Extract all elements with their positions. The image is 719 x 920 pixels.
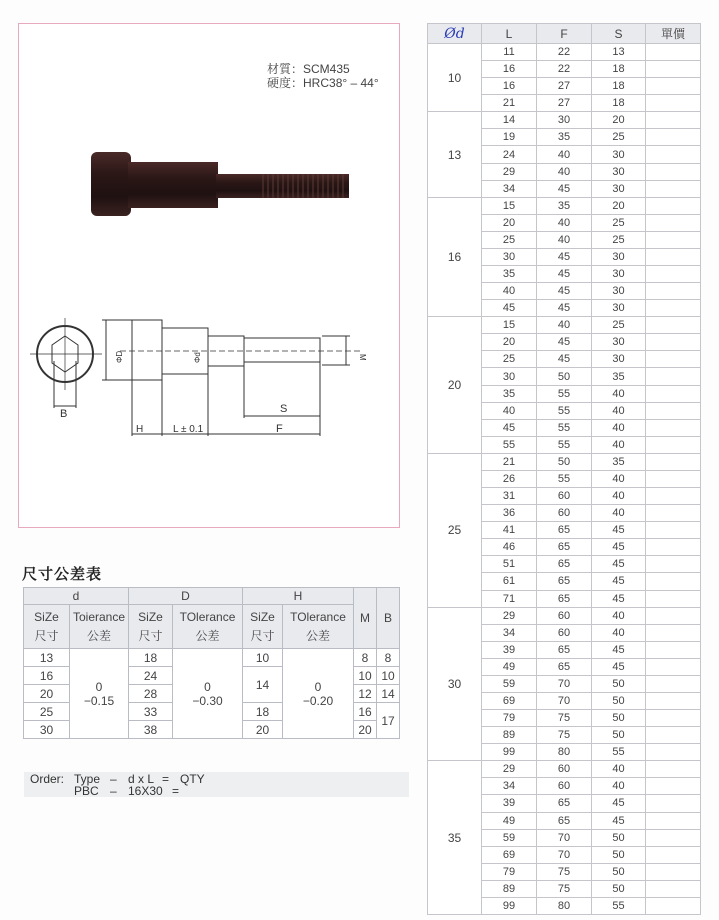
unit-price-cell [646,863,701,880]
S-cell: 45 [592,658,646,675]
table-row [428,453,701,470]
unit-price-cell [646,590,701,607]
unit-price-cell [646,231,701,248]
S-cell: 18 [592,78,646,95]
M-cell: 20 [354,721,377,739]
unit-price-cell [646,812,701,829]
subheader-H-tolerance: TOlerance 公差 [283,605,354,649]
L-cell: 40 [482,283,537,300]
unit-price-cell [646,78,701,95]
F-cell: 70 [537,675,592,692]
M-cell: 8 [354,649,377,667]
unit-price-cell [646,436,701,453]
L-cell: 16 [482,61,537,78]
dim-label-s: S [280,403,288,415]
unit-price-cell [646,283,701,300]
unit-price-cell [646,573,701,590]
S-cell: 30 [592,180,646,197]
L-cell: 30 [482,248,537,265]
F-cell: 60 [537,624,592,641]
F-cell: 22 [537,44,592,61]
L-cell: 49 [482,658,537,675]
D-size-cell: 18 [129,649,173,667]
unit-price-cell [646,453,701,470]
F-cell: 65 [537,658,592,675]
L-cell: 21 [482,453,537,470]
d-size-cell: 20 [24,685,70,703]
unit-price-cell [646,163,701,180]
F-cell: 45 [537,351,592,368]
F-cell: 30 [537,112,592,129]
L-cell: 25 [482,231,537,248]
order-dash: – [110,784,117,798]
dim-label-h: H [136,424,144,435]
unit-price-cell [646,197,701,214]
F-cell: 40 [537,231,592,248]
S-cell: 50 [592,727,646,744]
L-cell: 45 [482,419,537,436]
unit-price-cell [646,368,701,385]
F-cell: 55 [537,470,592,487]
tolerance-table [23,587,400,739]
F-cell: 70 [537,846,592,863]
S-cell: 30 [592,283,646,300]
S-cell: 40 [592,488,646,505]
L-cell: 15 [482,197,537,214]
S-cell: 25 [592,214,646,231]
unit-price-cell [646,95,701,112]
L-cell: 79 [482,863,537,880]
F-cell: 70 [537,692,592,709]
S-cell: 45 [592,556,646,573]
F-cell: 65 [537,590,592,607]
F-cell: 45 [537,266,592,283]
S-cell: 30 [592,146,646,163]
unit-price-cell [646,675,701,692]
unit-price-cell [646,795,701,812]
unit-price-cell [646,692,701,709]
diameter-group-cell: 20 [428,317,482,454]
L-cell: 41 [482,522,537,539]
S-cell: 50 [592,880,646,897]
F-cell: 35 [537,197,592,214]
table-row [428,112,701,129]
unit-price-cell [646,44,701,61]
table-row [24,649,400,667]
L-cell: 29 [482,607,537,624]
F-cell: 65 [537,522,592,539]
unit-price-cell [646,334,701,351]
L-cell: 15 [482,317,537,334]
L-cell: 59 [482,829,537,846]
L-cell: 36 [482,505,537,522]
L-cell: 61 [482,573,537,590]
subheader-d-tolerance: Toierance 公差 [70,605,129,649]
S-cell: 45 [592,795,646,812]
L-cell: 34 [482,180,537,197]
S-cell: 55 [592,897,646,914]
S-cell: 50 [592,829,646,846]
F-cell: 60 [537,607,592,624]
F-cell: 55 [537,419,592,436]
M-cell: 12 [354,685,377,703]
L-cell: 35 [482,266,537,283]
order-type: Type [74,772,101,786]
L-cell: 99 [482,897,537,914]
unit-price-cell [646,385,701,402]
L-cell: 31 [482,488,537,505]
diameter-group-cell: 16 [428,197,482,317]
L-cell: 51 [482,556,537,573]
F-cell: 45 [537,180,592,197]
d-size-cell: 30 [24,721,70,739]
S-cell: 45 [592,590,646,607]
material-label: 材質： [267,62,304,76]
B-cell: 8 [377,649,400,667]
H-size-cell: 10 [243,649,283,667]
header-F: F [537,24,592,44]
S-cell: 25 [592,231,646,248]
material-value: SCM435 [303,62,350,76]
S-cell: 45 [592,641,646,658]
unit-price-cell [646,402,701,419]
L-cell: 26 [482,470,537,487]
L-cell: 99 [482,744,537,761]
S-cell: 40 [592,470,646,487]
dim-label-f: F [276,423,283,435]
D-size-cell: 24 [129,667,173,685]
diameter-group-cell: 10 [428,44,482,112]
L-cell: 71 [482,590,537,607]
unit-price-cell [646,266,701,283]
unit-price-cell [646,641,701,658]
unit-price-cell [646,180,701,197]
L-cell: 14 [482,112,537,129]
S-cell: 50 [592,863,646,880]
S-cell: 40 [592,778,646,795]
F-cell: 45 [537,248,592,265]
unit-price-cell [646,744,701,761]
unit-price-cell [646,351,701,368]
diameter-group-cell: 30 [428,607,482,761]
header-unit-price: 單價 [646,24,701,44]
unit-price-cell [646,556,701,573]
group-header-M: M [354,588,377,649]
unit-price-cell [646,897,701,914]
L-cell: 39 [482,795,537,812]
unit-price-cell [646,829,701,846]
F-cell: 55 [537,385,592,402]
material-line [267,62,379,76]
unit-price-cell [646,505,701,522]
L-cell: 69 [482,692,537,709]
S-cell: 20 [592,197,646,214]
D-size-cell: 28 [129,685,173,703]
table-row [428,197,701,214]
S-cell: 30 [592,266,646,283]
S-cell: 18 [592,95,646,112]
S-cell: 50 [592,675,646,692]
unit-price-cell [646,778,701,795]
order-example-type: PBC [74,784,99,798]
F-cell: 27 [537,95,592,112]
material-spec [267,62,379,90]
unit-price-cell [646,539,701,556]
F-cell: 65 [537,573,592,590]
S-cell: 30 [592,351,646,368]
S-cell: 45 [592,573,646,590]
L-cell: 49 [482,812,537,829]
F-cell: 40 [537,317,592,334]
F-cell: 35 [537,129,592,146]
L-cell: 45 [482,300,537,317]
unit-price-cell [646,112,701,129]
unit-price-cell [646,488,701,505]
subheader-D-size: SiZe 尺寸 [129,605,173,649]
F-cell: 55 [537,436,592,453]
unit-price-cell [646,419,701,436]
F-cell: 55 [537,402,592,419]
L-cell: 29 [482,761,537,778]
dim-label-l: L ± 0.1 [173,424,204,435]
S-cell: 45 [592,539,646,556]
L-cell: 34 [482,624,537,641]
F-cell: 65 [537,556,592,573]
table-row [428,317,701,334]
unit-price-cell [646,761,701,778]
L-cell: 35 [482,385,537,402]
dim-label-b: B [60,408,68,420]
L-cell: 40 [482,402,537,419]
d-size-cell: 16 [24,667,70,685]
F-cell: 45 [537,300,592,317]
F-cell: 75 [537,863,592,880]
L-cell: 20 [482,334,537,351]
unit-price-cell [646,658,701,675]
table-row [428,607,701,624]
S-cell: 50 [592,692,646,709]
H-size-cell: 20 [243,721,283,739]
group-header-B: B [377,588,400,649]
diameter-group-cell: 13 [428,112,482,197]
F-cell: 40 [537,163,592,180]
F-cell: 50 [537,453,592,470]
S-cell: 40 [592,505,646,522]
hardness-label: 硬度： [267,76,304,90]
unit-price-cell [646,607,701,624]
S-cell: 30 [592,300,646,317]
S-cell: 30 [592,334,646,351]
F-cell: 80 [537,744,592,761]
unit-price-cell [646,846,701,863]
S-cell: 35 [592,368,646,385]
order-qty: QTY [180,772,205,786]
unit-price-cell [646,129,701,146]
L-cell: 11 [482,44,537,61]
unit-price-cell [646,248,701,265]
unit-price-cell [646,710,701,727]
unit-price-cell [646,61,701,78]
B-cell: 14 [377,685,400,703]
S-cell: 40 [592,419,646,436]
d-size-cell: 13 [24,649,70,667]
L-cell: 20 [482,214,537,231]
S-cell: 45 [592,812,646,829]
hardness-value: HRC38° – 44° [303,76,379,90]
L-cell: 89 [482,727,537,744]
S-cell: 40 [592,436,646,453]
L-cell: 46 [482,539,537,556]
F-cell: 40 [537,146,592,163]
shoulder-bolt-photo [88,148,358,228]
F-cell: 60 [537,778,592,795]
unit-price-cell [646,880,701,897]
L-cell: 55 [482,436,537,453]
S-cell: 40 [592,607,646,624]
order-label: Order: [30,772,65,786]
dim-label-small-d: Φd [193,352,202,363]
technical-drawing [30,318,400,443]
order-equals: = [162,772,170,786]
L-cell: 89 [482,880,537,897]
table-row [428,44,701,61]
S-cell: 35 [592,453,646,470]
F-cell: 70 [537,829,592,846]
F-cell: 40 [537,214,592,231]
subheader-H-size: SiZe 尺寸 [243,605,283,649]
S-cell: 45 [592,522,646,539]
dimension-table [427,23,701,915]
F-cell: 75 [537,710,592,727]
L-cell: 29 [482,163,537,180]
unit-price-cell [646,317,701,334]
group-header-D: D [129,588,243,605]
F-cell: 65 [537,539,592,556]
F-cell: 80 [537,897,592,914]
B-cell: 17 [377,703,400,739]
F-cell: 65 [537,641,592,658]
S-cell: 25 [592,317,646,334]
diameter-group-cell: 35 [428,761,482,915]
S-cell: 50 [592,846,646,863]
tolerance-table-title: 尺寸公差表 [22,566,103,583]
order-line-2 [30,785,409,797]
B-cell: 10 [377,667,400,685]
F-cell: 75 [537,727,592,744]
dim-label-big-d: ΦD [115,350,124,363]
order-example-size: 16X30 [128,784,163,798]
S-cell: 40 [592,761,646,778]
L-cell: 39 [482,641,537,658]
unit-price-cell [646,300,701,317]
F-cell: 65 [537,795,592,812]
L-cell: 34 [482,778,537,795]
unit-price-cell [646,727,701,744]
S-cell: 30 [592,163,646,180]
F-cell: 60 [537,505,592,522]
product-figure-panel [18,23,400,528]
S-cell: 25 [592,129,646,146]
S-cell: 50 [592,710,646,727]
S-cell: 40 [592,385,646,402]
L-cell: 69 [482,846,537,863]
L-cell: 79 [482,710,537,727]
header-diameter [428,24,482,44]
unit-price-cell [646,470,701,487]
order-dash: – [110,772,117,786]
table-row [428,761,701,778]
subheader-D-tolerance: TOlerance 公差 [173,605,243,649]
F-cell: 45 [537,334,592,351]
header-L: L [482,24,537,44]
F-cell: 60 [537,488,592,505]
diameter-group-cell: 25 [428,453,482,607]
F-cell: 65 [537,812,592,829]
L-cell: 19 [482,129,537,146]
d-tolerance-cell: 0 −0.15 [70,649,129,739]
L-cell: 16 [482,78,537,95]
unit-price-cell [646,522,701,539]
M-cell: 10 [354,667,377,685]
S-cell: 20 [592,112,646,129]
diameter-symbol: Ød [444,25,465,42]
F-cell: 60 [537,761,592,778]
S-cell: 40 [592,402,646,419]
H-size-cell: 14 [243,667,283,703]
unit-price-cell [646,146,701,163]
order-dxl: d x L [128,772,155,786]
D-size-cell: 38 [129,721,173,739]
order-format [24,772,409,797]
H-size-cell: 18 [243,703,283,721]
F-cell: 27 [537,78,592,95]
S-cell: 13 [592,44,646,61]
header-S: S [592,24,646,44]
F-cell: 75 [537,880,592,897]
hardness-line [267,76,379,90]
order-equals: = [172,784,180,798]
L-cell: 59 [482,675,537,692]
S-cell: 18 [592,61,646,78]
dim-label-m: M [358,354,367,361]
M-cell: 16 [354,703,377,721]
order-spacer [30,785,74,797]
unit-price-cell [646,624,701,641]
F-cell: 50 [537,368,592,385]
S-cell: 30 [592,248,646,265]
unit-price-cell [646,214,701,231]
subheader-d-size: SiZe 尺寸 [24,605,70,649]
S-cell: 40 [592,624,646,641]
D-tolerance-cell: 0 −0.30 [173,649,243,739]
L-cell: 30 [482,368,537,385]
group-header-H: H [243,588,354,605]
H-tolerance-cell: 0 −0.20 [283,649,354,739]
group-header-d: d [24,588,129,605]
F-cell: 45 [537,283,592,300]
S-cell: 55 [592,744,646,761]
L-cell: 24 [482,146,537,163]
d-size-cell: 25 [24,703,70,721]
L-cell: 21 [482,95,537,112]
F-cell: 22 [537,61,592,78]
D-size-cell: 33 [129,703,173,721]
L-cell: 25 [482,351,537,368]
